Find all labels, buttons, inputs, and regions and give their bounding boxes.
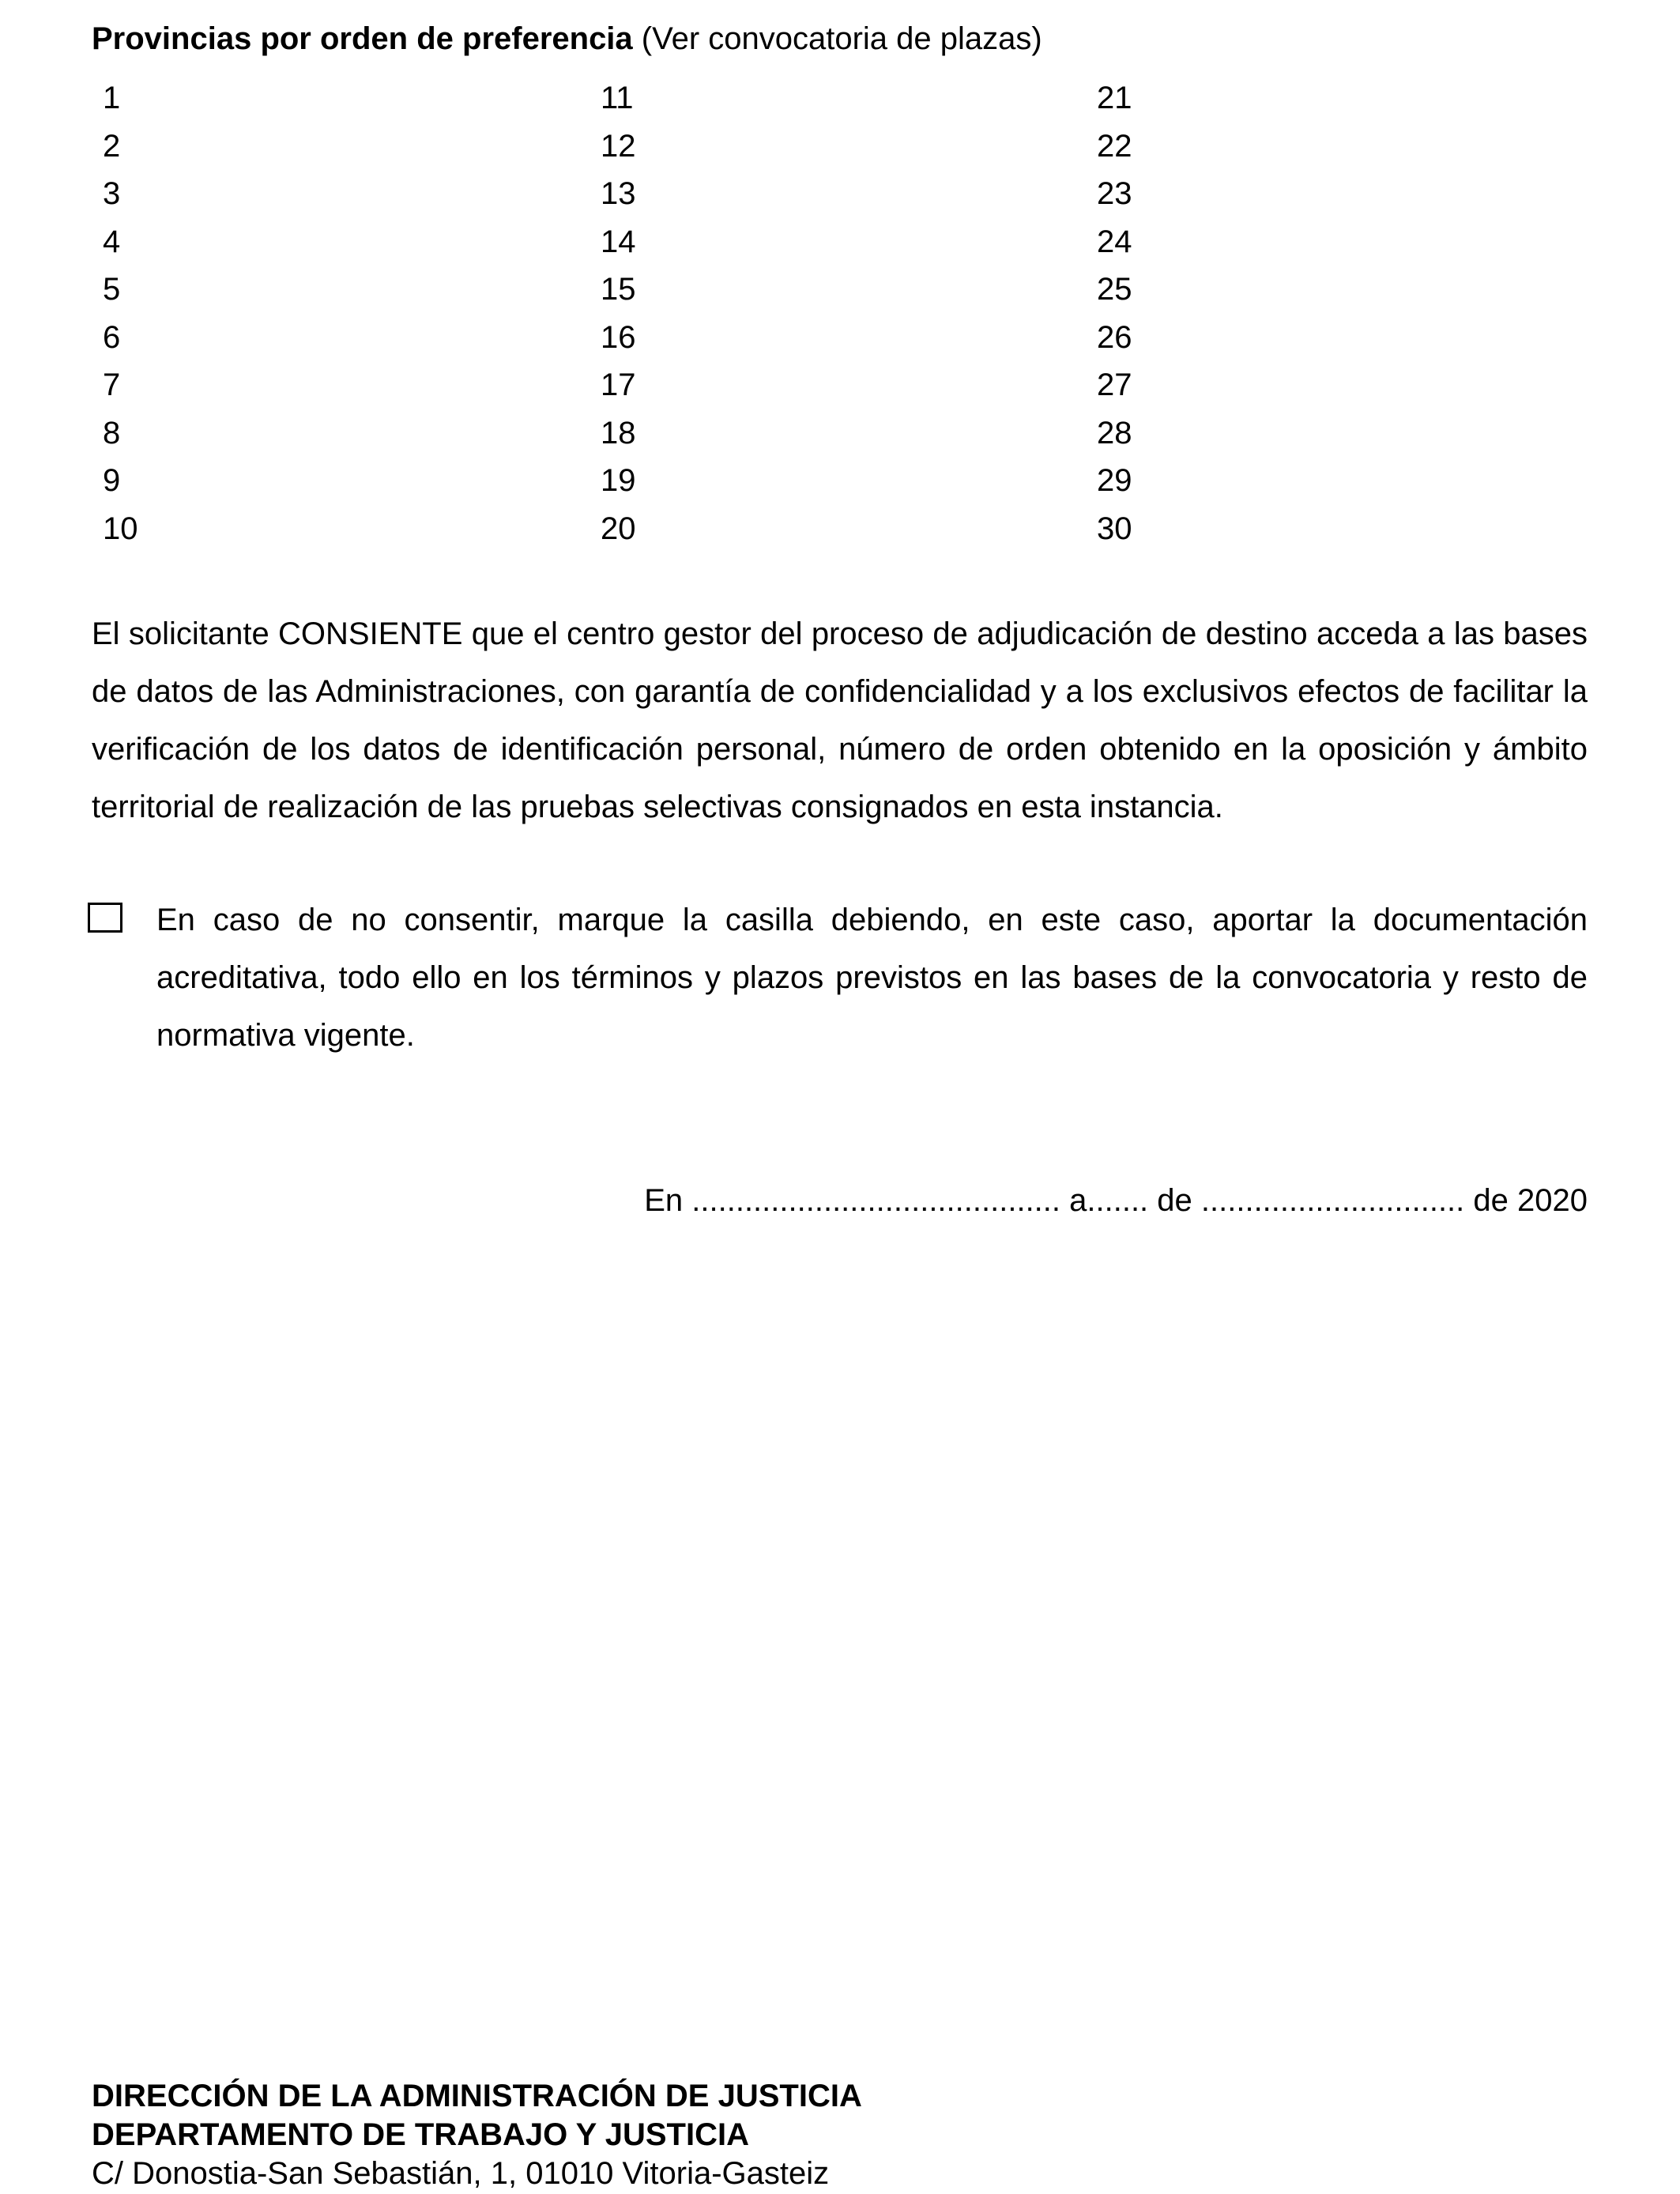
province-number: 20: [601, 511, 636, 546]
no-consent-checkbox[interactable]: [88, 903, 122, 933]
province-number: 9: [103, 463, 121, 498]
no-consent-text: En caso de no consentir, marque la casilla debiendo, en este caso, aportar la documentación acreditativa, todo ello en los términos y plazos previstos en las bases de la convocatoria y resto de normativa vigente.: [156, 903, 1588, 1053]
date-place-line: En .......................................... a....... de .............................. de 2020: [644, 1183, 1588, 1218]
province-number: 4: [103, 224, 121, 259]
footer-department: DEPARTAMENTO DE TRABAJO Y JUSTICIA: [92, 2117, 749, 2152]
footer-address: [92, 2077, 862, 2193]
province-number: 19: [601, 463, 636, 498]
province-number: 2: [103, 128, 121, 164]
province-number: 12: [601, 128, 636, 164]
province-number: 17: [601, 368, 636, 402]
province-number: 11: [601, 81, 634, 115]
province-column-3: [1097, 74, 1132, 552]
provinces-heading: [92, 19, 1042, 58]
province-number: 7: [103, 368, 121, 402]
province-number: 3: [103, 176, 121, 211]
province-number: 22: [1097, 128, 1132, 164]
province-number: 1: [103, 81, 121, 115]
province-number: 5: [103, 272, 121, 307]
province-number: 29: [1097, 463, 1132, 498]
provinces-heading-note: (Ver convocatoria de plazas): [632, 21, 1042, 56]
province-number: 27: [1097, 368, 1132, 402]
province-number: 25: [1097, 272, 1132, 307]
province-number: 10: [103, 511, 138, 546]
province-column-1: [103, 74, 138, 552]
provinces-heading-title: Provincias por orden de preferencia: [92, 21, 633, 56]
province-number: 28: [1097, 415, 1132, 450]
province-column-2: [601, 74, 636, 552]
province-number: 24: [1097, 224, 1132, 259]
province-number: 6: [103, 319, 121, 355]
footer-directorate: DIRECCIÓN DE LA ADMINISTRACIÓN DE JUSTICIA: [92, 2079, 862, 2113]
province-number: 15: [601, 272, 636, 307]
province-number: 21: [1097, 81, 1132, 115]
province-number: 14: [601, 224, 636, 259]
province-number: 26: [1097, 319, 1132, 355]
province-number: 8: [103, 415, 121, 450]
province-number: 18: [601, 415, 636, 450]
province-number: 23: [1097, 176, 1132, 211]
province-number: 13: [601, 176, 636, 211]
consent-paragraph: El solicitante CONSIENTE que el centro gestor del proceso de adjudicación de destino acceda a las bases de datos de las Administraciones, con garantía de confidencialidad y a los exclusivos efectos de facilitar la verificación de los datos de identificación personal, número de orden obtenido en la oposición y ámbito territorial de realización de las pruebas selectivas consignados en esta instancia.: [92, 616, 1588, 824]
province-number: 16: [601, 319, 636, 355]
province-number: 30: [1097, 511, 1132, 546]
footer-street-address: C/ Donostia-San Sebastián, 1, 01010 Vitoria-Gasteiz: [92, 2156, 830, 2191]
